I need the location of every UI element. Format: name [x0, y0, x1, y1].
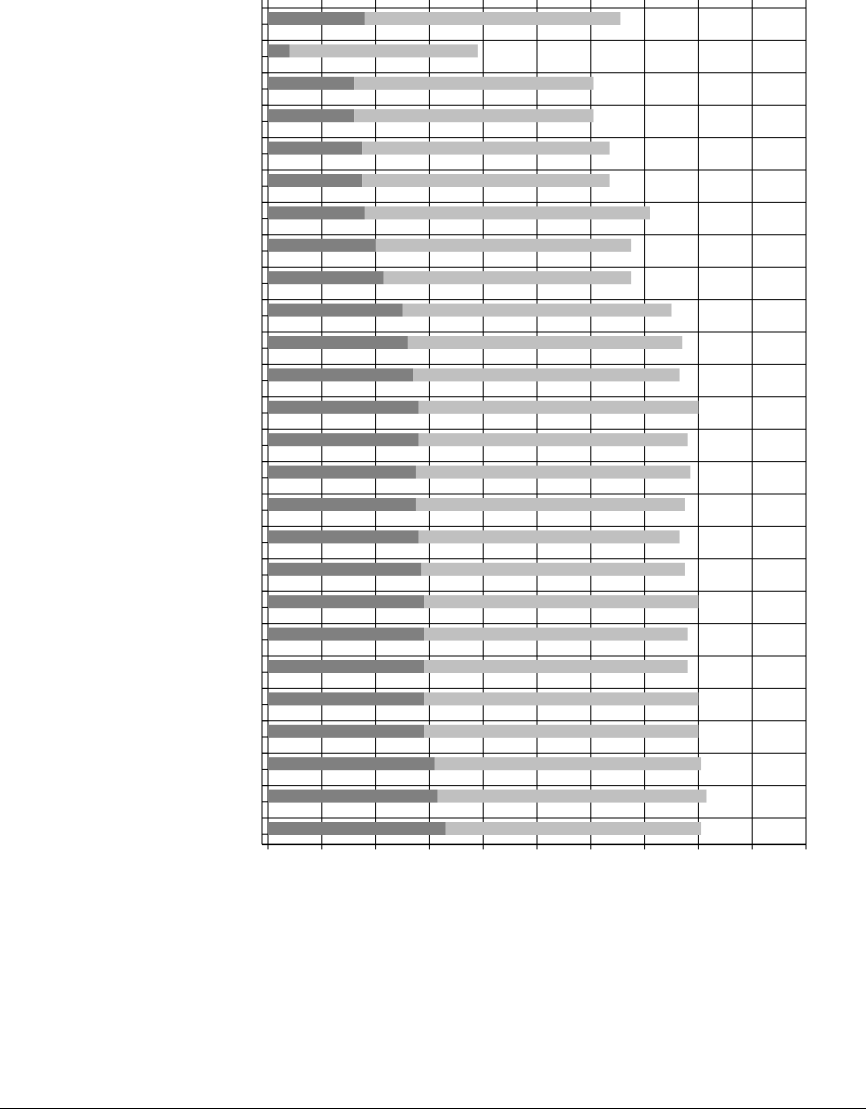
bar-segment-series-2 — [416, 466, 690, 479]
bar-segment-series-2 — [446, 822, 702, 835]
bar-segment-series-1 — [268, 433, 419, 446]
bar-segment-series-2 — [365, 12, 621, 25]
bar-segment-series-1 — [268, 563, 421, 576]
bar-segment-series-1 — [268, 77, 354, 90]
bar-segment-series-1 — [268, 336, 408, 349]
bar-segment-series-2 — [384, 271, 631, 284]
bar-segment-series-1 — [268, 790, 437, 803]
bar-segment-series-1 — [268, 12, 365, 25]
bar-segment-series-1 — [268, 595, 424, 608]
bar-segment-series-2 — [354, 77, 593, 90]
bar-segment-series-1 — [268, 44, 290, 57]
bar-segment-series-1 — [268, 174, 362, 187]
bar-segment-series-1 — [268, 498, 416, 511]
bar-segment-series-2 — [290, 44, 478, 57]
bar-segment-series-2 — [403, 304, 672, 317]
bar-segment-series-2 — [435, 757, 701, 770]
bar-segment-series-2 — [419, 433, 688, 446]
bar-segment-series-1 — [268, 660, 424, 673]
bar-segment-series-2 — [424, 628, 688, 641]
bar-segment-series-1 — [268, 401, 419, 414]
bar-segment-series-1 — [268, 692, 424, 705]
bar-segment-series-1 — [268, 368, 413, 381]
gridlines — [262, 0, 806, 844]
footer-rule — [0, 1108, 866, 1109]
bar-segment-series-1 — [268, 206, 365, 219]
bar-segment-series-2 — [416, 498, 685, 511]
bar-segment-series-2 — [408, 336, 682, 349]
bar-segment-series-2 — [376, 239, 632, 252]
bar-segment-series-1 — [268, 142, 362, 155]
bar-segment-series-2 — [413, 368, 679, 381]
bar-segment-series-1 — [268, 725, 424, 738]
bar-segment-series-2 — [362, 142, 609, 155]
bar-segment-series-1 — [268, 271, 384, 284]
bar-segment-series-1 — [268, 304, 403, 317]
bar-segment-series-1 — [268, 822, 446, 835]
bar-segment-series-2 — [424, 660, 688, 673]
bar-segment-series-2 — [362, 174, 609, 187]
bar-segment-series-2 — [354, 109, 593, 122]
bar-segment-series-1 — [268, 466, 416, 479]
bar-segment-series-1 — [268, 239, 376, 252]
bar-segment-series-2 — [437, 790, 706, 803]
bars — [268, 12, 706, 835]
bar-segment-series-2 — [419, 530, 680, 543]
bar-segment-series-2 — [421, 563, 685, 576]
bar-segment-series-2 — [424, 725, 698, 738]
bar-segment-series-2 — [365, 206, 650, 219]
bar-segment-series-2 — [419, 401, 699, 414]
bar-segment-series-1 — [268, 530, 419, 543]
bar-segment-series-2 — [424, 595, 698, 608]
bar-segment-series-1 — [268, 757, 435, 770]
bar-segment-series-2 — [424, 692, 698, 705]
axes — [262, 0, 806, 849]
bar-segment-series-1 — [268, 628, 424, 641]
bar-segment-series-1 — [268, 109, 354, 122]
